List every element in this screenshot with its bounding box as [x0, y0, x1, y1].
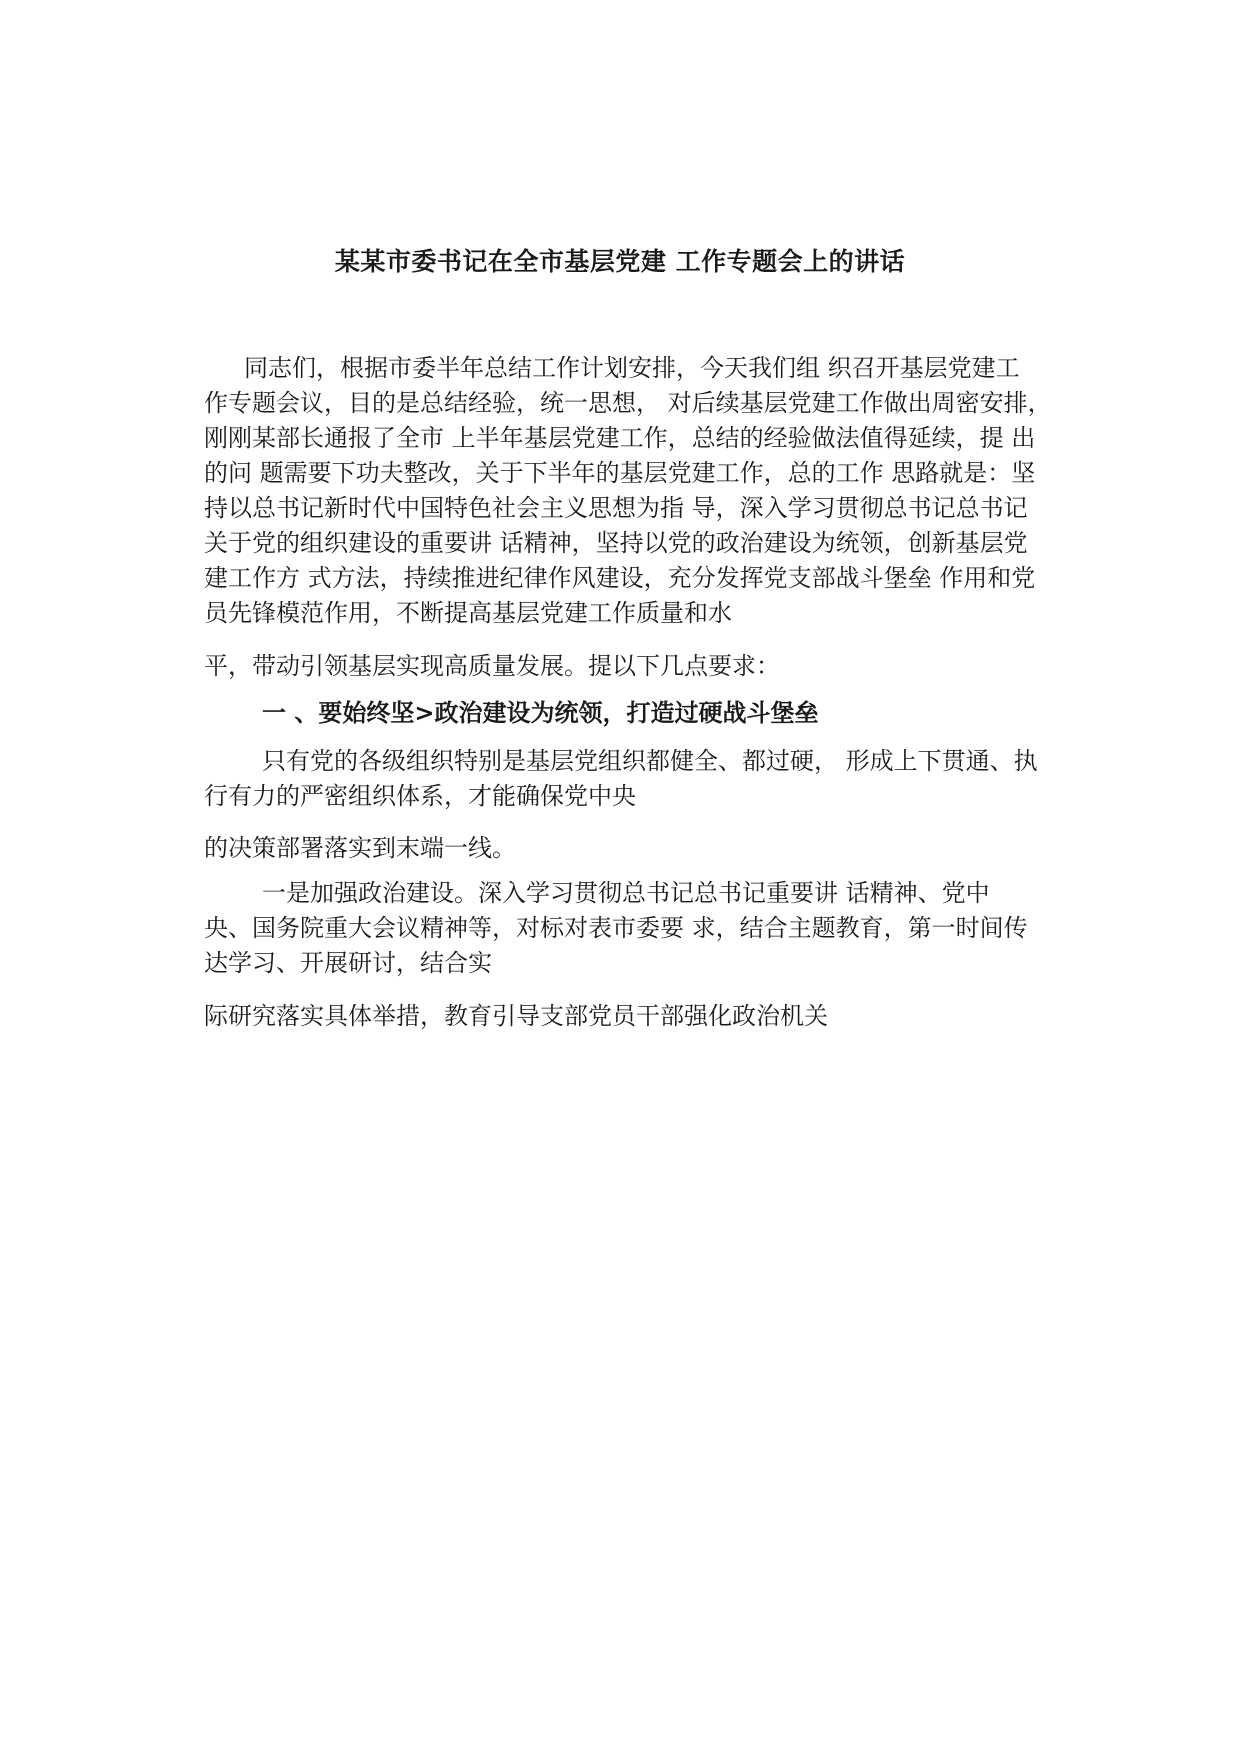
paragraph-line: 建工作方 式方法，持续推进纪律作风建设，充分发挥党支部战斗堡垒 作用和党	[204, 564, 1036, 592]
paragraph-line: 只有党的各级组织特别是基层党组织都健全、都过硬， 形成上下贯通、执	[262, 747, 1038, 775]
paragraph-line: 央、国务院重大会议精神等，对标对表市委要 求，结合主题教育，第一时间传	[204, 914, 1028, 942]
paragraph-line: 的问 题需要下功夫整改，关于下半年的基层党建工作，总的工作 思路就是：坚	[204, 459, 1036, 487]
document-title: 某某市委书记在全市基层党建 工作专题会上的讲话	[334, 247, 906, 276]
paragraph-line: 关于党的组织建设的重要讲 话精神，坚持以党的政治建设为统领，创新基层党	[204, 529, 1028, 557]
paragraph-line: 平，带动引领基层实现高质量发展。提以下几点要求：	[204, 652, 780, 680]
paragraph-line: 持以总书记新时代中国特色社会主义思想为指 导，深入学习贯彻总书记总书记	[204, 494, 1028, 522]
paragraph-line: 行有力的严密组织体系，才能确保党中央	[204, 782, 636, 810]
paragraph-line: 同志们，根据市委半年总结工作计划安排，今天我们组 织召开基层党建工	[244, 354, 1020, 382]
paragraph-line: 际研究落实具体举措，教育引导支部党员干部强化政治机关	[204, 1002, 828, 1030]
paragraph-line: 的决策部署落实到末端一线。	[204, 834, 516, 862]
paragraph-line: 刚刚某部长通报了全市 上半年基层党建工作，总结的经验做法值得延续，提 出	[204, 424, 1036, 452]
paragraph-line: 作专题会议，目的是总结经验，统一思想， 对后续基层党建工作做出周密安排，	[204, 389, 1052, 417]
paragraph-line: 一是加强政治建设。深入学习贯彻总书记总书记重要讲 话精神、党中	[262, 879, 990, 907]
paragraph-line: 员先锋模范作用，不断提高基层党建工作质量和水	[204, 599, 732, 627]
paragraph-line: 达学习、开展研讨，结合实	[204, 949, 492, 977]
section-heading: 一 、要始终坚>政治建设为统领，打造过硬战斗堡垒	[262, 699, 819, 727]
